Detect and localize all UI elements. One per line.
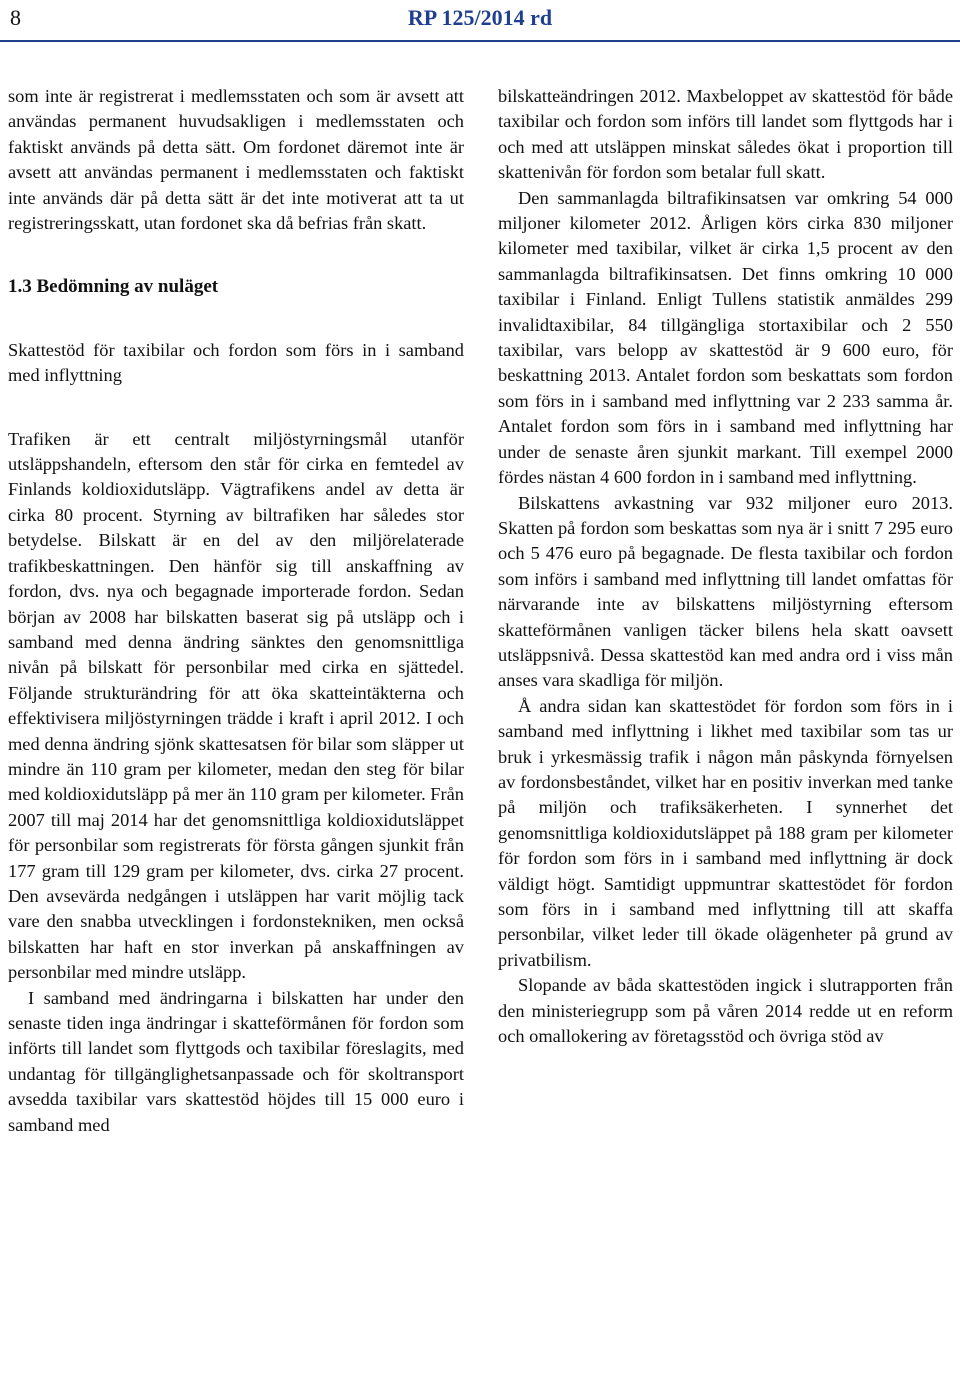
- page-number: 8: [10, 5, 21, 30]
- paragraph: Slopande av båda skattestöden ingick i slutrapporten från den ministeriegrupp som på våren 2014 redde ut en reform och omallokering av företagsstöd och övriga stöd av: [498, 975, 953, 1047]
- left-column: [8, 84, 464, 1384]
- section-heading: 1.3 Bedömning av nuläget: [8, 276, 219, 298]
- paragraph: Å andra sidan kan skattestödet för fordon som förs in i samband med inflyttning i likhet med taxibilar som tas ur bruk i yrkesmässig trafik i någon mån påskynda förnyelsen av fordonsbeståndet, vilket har en positiv inverkan med tanke på miljön och trafiksäkerheten. I synnerhet det genomsnittliga koldioxidutsläppet på 188 gram per kilometer för fordon som förs in i samband med inflyttning är dock väldigt högt. Samtidigt uppmuntrar skattestödet för fordon som förs in i samband med inflyttning till att skaffa personbilar, vilket leder till ökade olägenheter på grund av privatbilism.: [498, 695, 953, 970]
- running-title: RP 125/2014 rd: [407, 5, 553, 30]
- subheading: Skattestöd för taxibilar och fordon som förs in i samband med inflyttning: [8, 339, 464, 386]
- paragraph: Bilskattens avkastning var 932 miljoner euro 2013. Skatten på fordon som beskattas som nya är i snitt 7 295 euro och 5 476 euro på begagnade. De flesta taxibilar och fordon som införs i samband med inflyttning till landet omfattas för närvarande inte av bilskattens miljöstyrning eftersom skatteförmånen vanligen täcker bilens hela skatt oavsett utsläppsnivå. Dessa skattestöd kan med andra ord i viss mån anses vara skadliga för miljön.: [498, 492, 953, 691]
- paragraph: Den sammanlagda biltrafikinsatsen var omkring 54 000 miljoner kilometer 2012. Årligen körs cirka 830 miljoner kilometer med taxibilar, vilket är cirka 1,5 procent av den sammanlagda biltrafikinsatsen. Det finns omkring 10 000 taxibilar i Finland. Enligt Tullens statistik anmäldes 299 invalidtaxibilar, 84 tillgängliga stortaxibilar och 2 550 taxibilar, vars belopp av skattestöd är 9 600 euro, för beskattning 2013. Antalet fordon som beskattats som fordon som förs in i samband med inflyttning var 2 233 samma år. Antalet fordon som förs in i samband med inflyttning har under de senaste åren sjunkit markant. Till exempel 2000 fördes nästan 4 600 fordon in i samband med inflyttning.: [498, 187, 953, 488]
- paragraph: Trafiken är ett centralt miljöstyrningsmål utanför utsläppshandeln, eftersom den står för cirka en femtedel av Finlands koldioxidutsläpp. Vägtrafikens andel av detta är cirka 80 procent. Styrning av biltrafiken har således stor betydelse. Bilskatt är en del av den miljörelaterade trafikbeskattningen. Den hänför sig till anskaffning av fordon, dvs. nya och begagnade importerade fordon. Sedan början av 2008 har bilskatten baserat sig på utsläpp och i samband med denna ändring sänktes den genomsnittliga nivån på bilskatt för personbilar med cirka en sjättedel. Följande strukturändring för att öka skatteintäkterna och effektivisera miljöstyrningen trädde i kraft i april 2012. I och med denna ändring sjönk skattesatsen för bilar som släpper ut mindre än 110 gram per kilometer, medan den steg för bilar med koldioxidutsläpp på mer än 110 gram per kilometer. Från 2007 till maj 2014 har det genomsnittliga koldioxidutsläppet för personbilar som registrerats för första gången sjunkit från 177 gram till 129 gram per kilometer, dvs. cirka 27 procent. Den avsevärda nedgången i utsläppen har varit möjlig tack vare den snabba utvecklingen i fordonstekniken, men också bilskatten har haft en stor inverkan på anskaffningen av personbilar med mindre utsläpp.: [8, 428, 464, 983]
- paragraph-continuation: bilskatteändringen 2012. Maxbeloppet av skattestöd för både taxibilar och fordon som införs till landet som flyttgods har i och med att utsläppen minskat således ökat i proportion till skattenivån för fordon som betalar full skatt.: [498, 86, 953, 183]
- paragraph-continuation: som inte är registrerat i medlemsstaten och som är avsett att användas permanent huvudsakligen i medlemsstaten och faktiskt används på detta sätt. Om fordonet däremot inte är avsett att användas permanent i medlemsstaten och faktiskt inte används där på detta sätt är det inte motiverat att ta ut registreringsskatt, utan fordonet ska då befrias från skatt.: [8, 86, 464, 234]
- paragraph: I samband med ändringarna i bilskatten har under den senaste tiden inga ändringar i skatteförmånen för fordon som införts till landet som flyttgods och taxibilar föreslagits, med undantag för tillgänglighetsanpassade och för skoltransport avsedda taxibilar vars skattestöd höjdes till 15 000 euro i samband med: [8, 987, 464, 1135]
- header-rule: [0, 40, 960, 42]
- right-column: [498, 84, 953, 1384]
